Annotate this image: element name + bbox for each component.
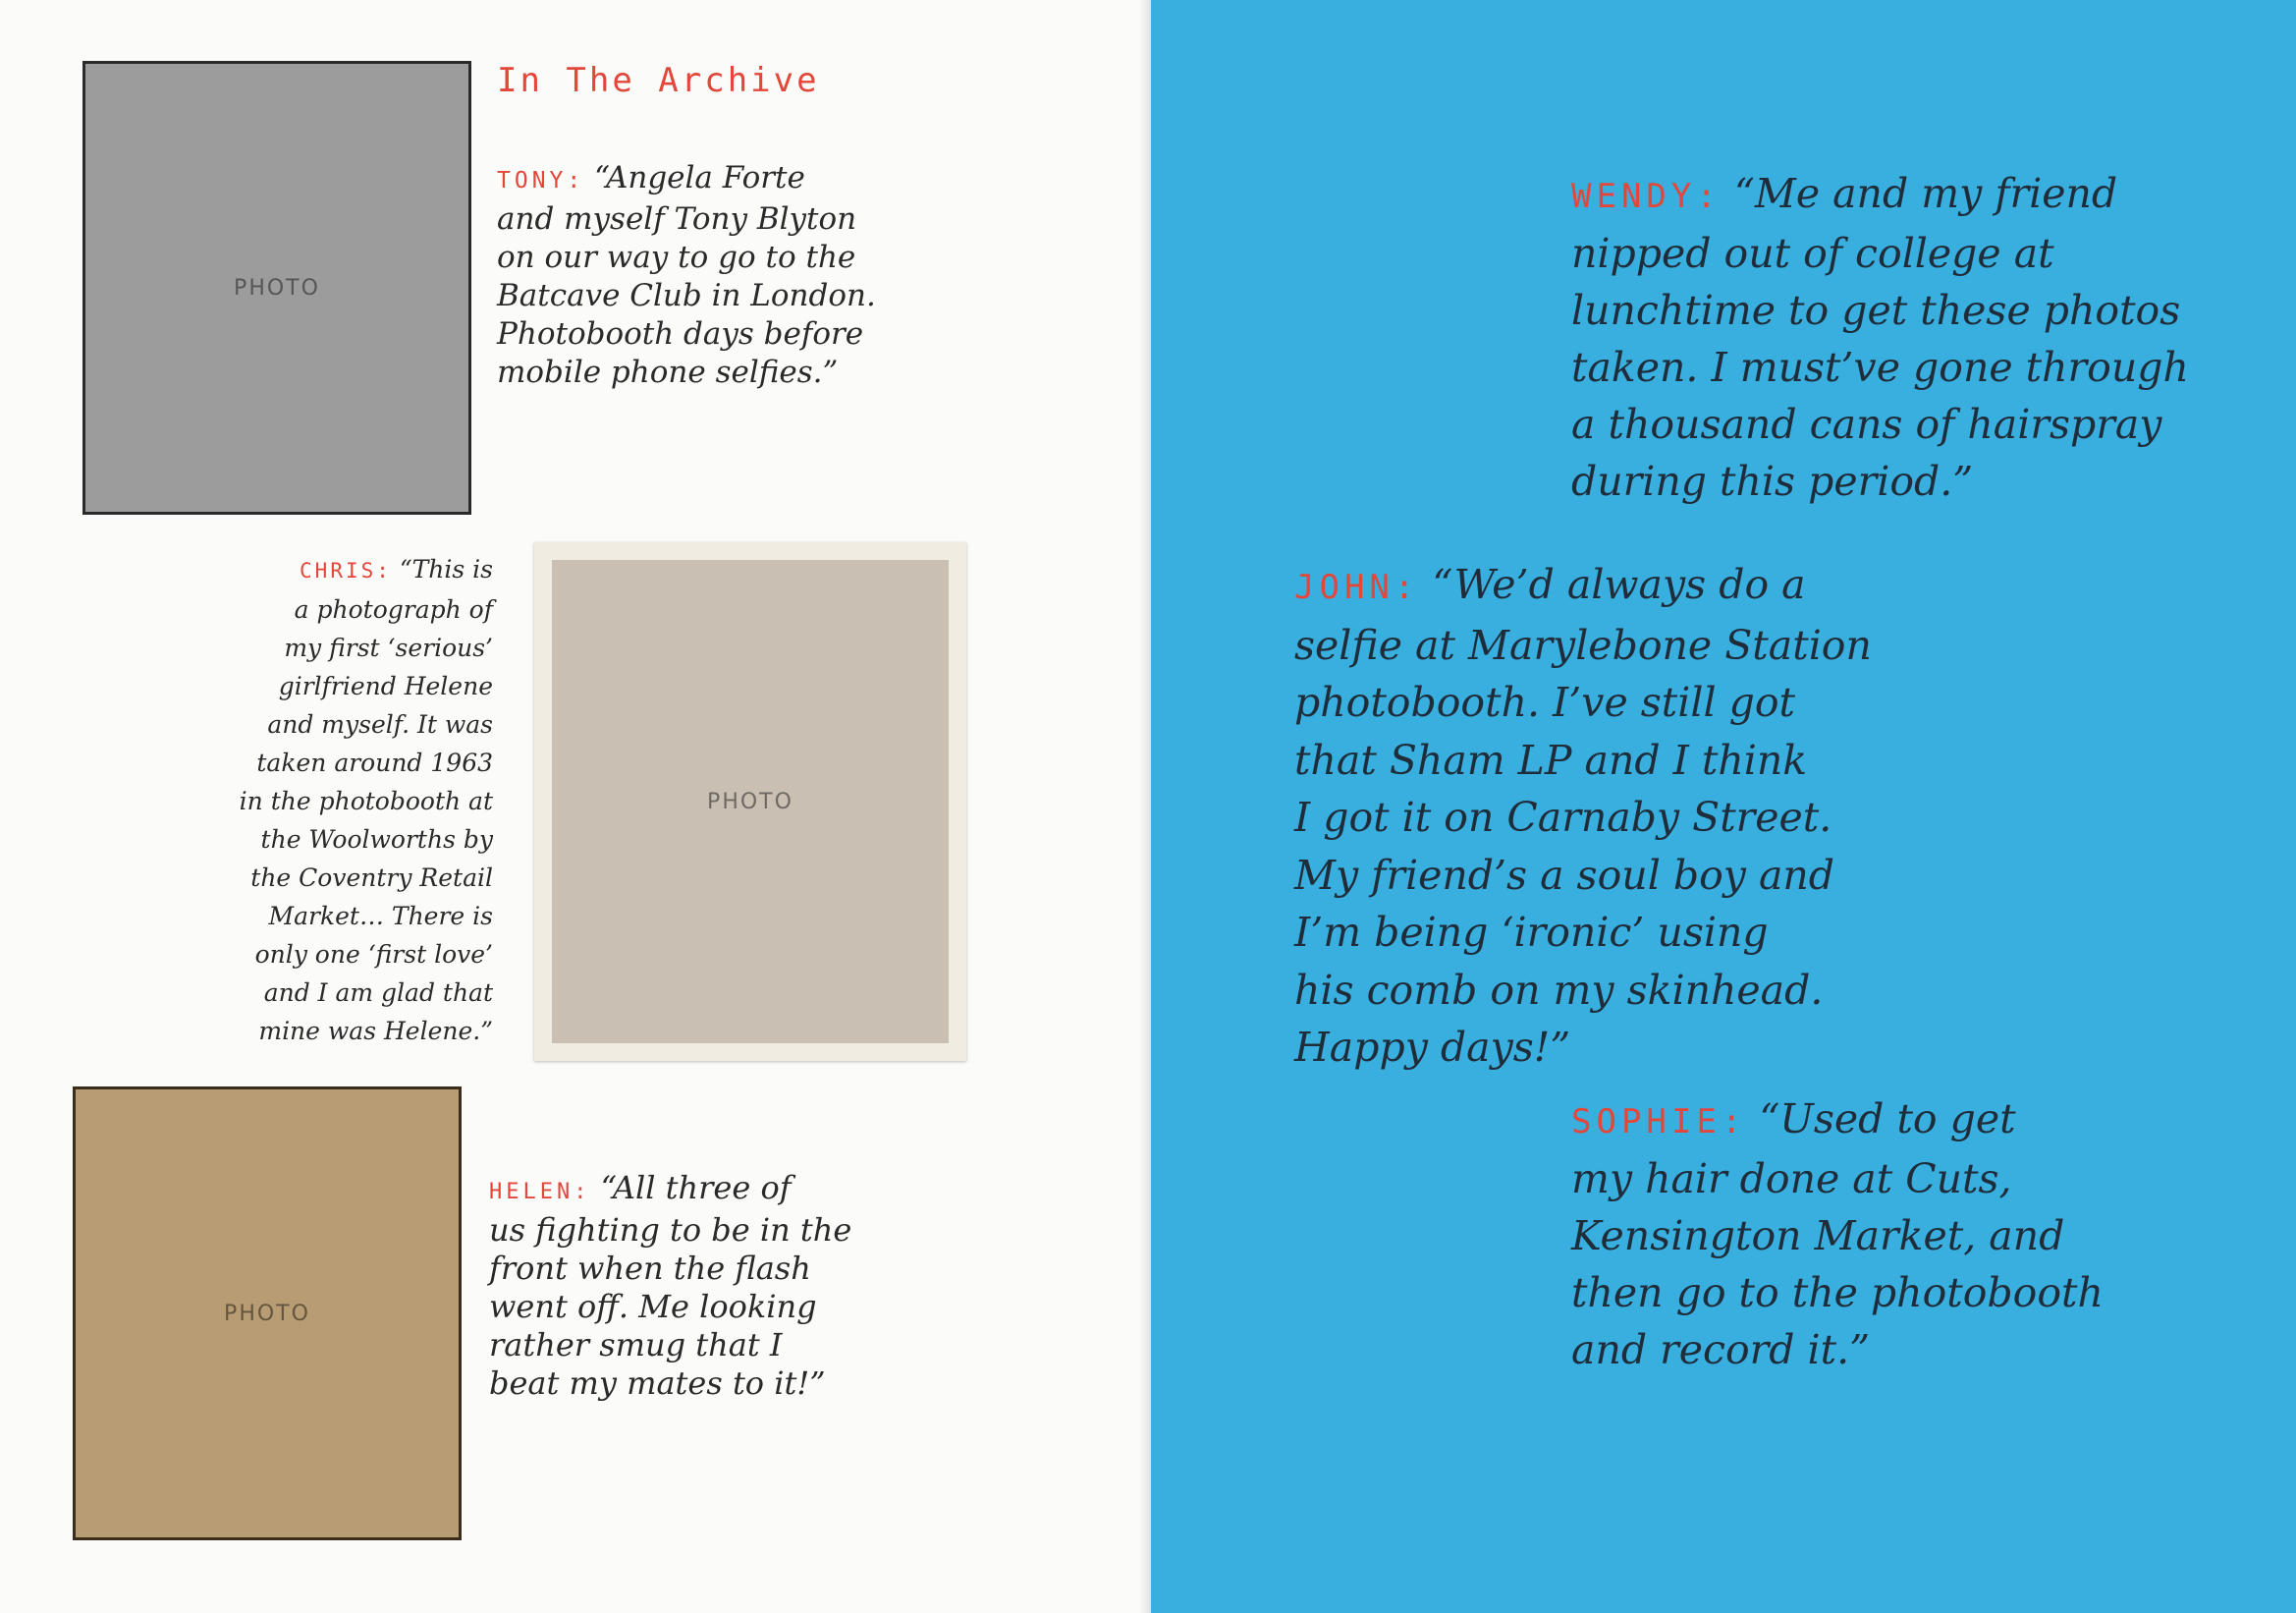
quote-line: “All three of xyxy=(600,1169,792,1206)
photo-chris xyxy=(534,542,966,1061)
quote-line: I got it on Carnaby Street. xyxy=(1294,794,1832,841)
speaker-name-helen: HELEN: xyxy=(489,1180,591,1204)
quote-line: during this period.” xyxy=(1571,458,1974,505)
quote-line: my first ‘serious’ xyxy=(284,634,493,662)
quote-line: then go to the photobooth xyxy=(1571,1269,2104,1316)
quote-chris xyxy=(236,550,493,1050)
quote-line: the Woolworths by xyxy=(260,825,493,854)
quote-line: Happy days!” xyxy=(1294,1024,1571,1071)
quote-line: and I am glad that xyxy=(263,978,493,1007)
quote-line: rather smug that I xyxy=(489,1326,783,1363)
quote-line: mobile phone selfies.” xyxy=(497,355,839,390)
quote-line: only one ‘first love’ xyxy=(254,940,493,969)
quote-line: Market… There is xyxy=(268,902,493,930)
quote-line: went off. Me looking xyxy=(489,1288,817,1325)
quote-line: girlfriend Helene xyxy=(278,672,493,700)
quote-line: “Used to get xyxy=(1759,1095,2016,1142)
quote-line: “Angela Forte xyxy=(594,160,805,195)
quote-line: his comb on my skinhead. xyxy=(1294,966,1824,1014)
photo-placeholder-label: PHOTO xyxy=(234,275,320,301)
quote-line: lunchtime to get these photos xyxy=(1571,287,2181,334)
quote-sophie xyxy=(1571,1090,2200,1378)
quote-line: the Coventry Retail xyxy=(250,863,493,892)
quote-line: mine was Helene.” xyxy=(258,1017,493,1045)
quote-line: front when the flash xyxy=(489,1250,811,1287)
quote-line: and record it.” xyxy=(1571,1326,1871,1373)
quote-line: a photograph of xyxy=(294,595,493,624)
quote-line: “Me and my friend xyxy=(1733,170,2118,217)
quote-line: nipped out of college at xyxy=(1571,230,2054,277)
quote-line: beat my mates to it!” xyxy=(489,1364,826,1402)
quote-line: selfie at Marylebone Station xyxy=(1294,621,1872,669)
speaker-name-wendy: WENDY: xyxy=(1571,177,1722,216)
quote-line: a thousand cans of hairspray xyxy=(1571,401,2162,448)
photo-placeholder-label: PHOTO xyxy=(224,1301,310,1326)
quote-line: taken around 1963 xyxy=(256,749,493,777)
quote-line: in the photobooth at xyxy=(239,787,493,815)
quote-line: Kensington Market, and xyxy=(1571,1212,2065,1259)
speaker-name-chris: CHRIS: xyxy=(300,559,392,583)
quote-wendy xyxy=(1571,165,2200,510)
quote-line: and myself. It was xyxy=(267,710,493,739)
quote-line: “This is xyxy=(399,555,493,584)
quote-tony xyxy=(497,159,890,392)
quote-line: My friend’s a soul boy and xyxy=(1294,851,1835,899)
speaker-name-john: JOHN: xyxy=(1294,568,1420,607)
quote-line: taken. I must’ve gone through xyxy=(1571,344,2189,391)
quote-line: “We’d always do a xyxy=(1432,561,1806,608)
quote-helen xyxy=(489,1169,862,1403)
photo-placeholder-label: PHOTO xyxy=(707,789,793,814)
quote-line: Photobooth days before xyxy=(497,316,864,352)
photo-tony xyxy=(82,61,471,515)
quote-line: that Sham LP and I think xyxy=(1294,736,1808,784)
quote-line: I’m being ‘ironic’ using xyxy=(1294,909,1769,956)
photo-helen xyxy=(73,1086,462,1540)
quote-john xyxy=(1294,556,1923,1077)
speaker-name-tony: TONY: xyxy=(497,168,585,194)
quote-line: Batcave Club in London. xyxy=(497,278,876,313)
page-heading: In The Archive xyxy=(497,61,820,100)
quote-line: us fighting to be in the xyxy=(489,1211,852,1249)
quote-line: my hair done at Cuts, xyxy=(1571,1155,2012,1202)
quote-line: and myself Tony Blyton xyxy=(497,201,857,237)
quote-line: on our way to go to the xyxy=(497,240,856,275)
speaker-name-sophie: SOPHIE: xyxy=(1571,1102,1747,1141)
quote-line: photobooth. I’ve still got xyxy=(1294,679,1796,726)
